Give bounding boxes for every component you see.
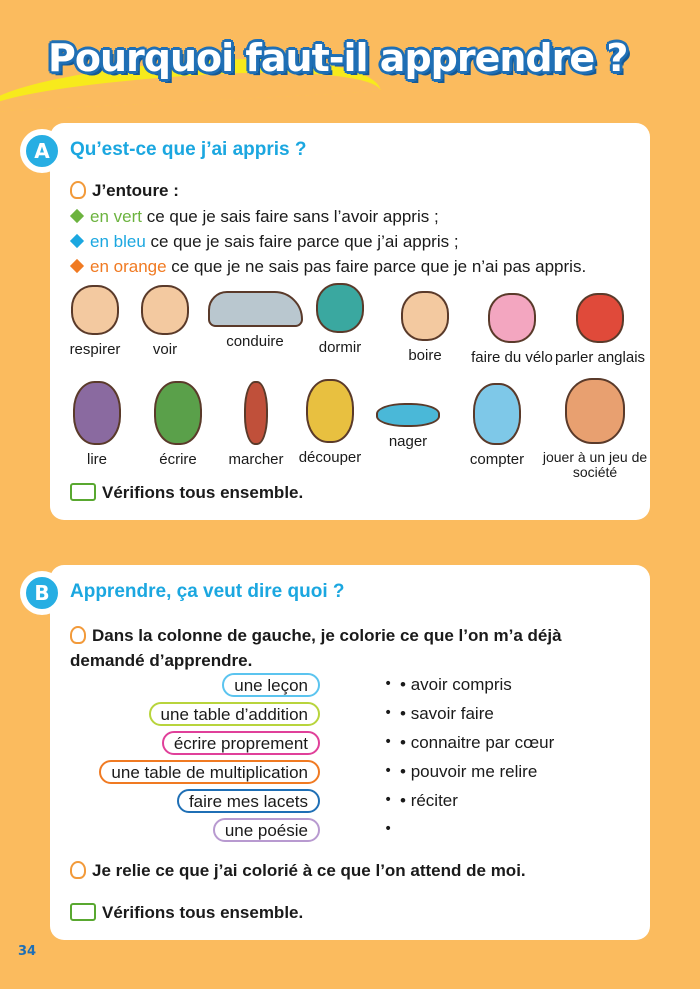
illustration	[73, 381, 121, 445]
link-dot[interactable]: •	[384, 734, 393, 750]
illustration	[401, 291, 449, 341]
right-item[interactable]: • avoir compris	[400, 675, 512, 694]
left-item[interactable]: une table de multiplication	[99, 760, 320, 784]
rule-text: ce que je ne sais pas faire parce que je n’ai pas appris.	[166, 257, 587, 276]
child-face-icon	[70, 181, 86, 199]
section-a-card	[34, 123, 650, 520]
right-item-label: avoir compris	[410, 675, 512, 694]
illustration	[244, 381, 268, 445]
illustration	[316, 283, 364, 333]
instruction: Je relie ce que j’ai colorié à ce que l’on attend de moi.	[92, 861, 526, 880]
rule-color: en orange	[90, 257, 167, 276]
rule-text: ce que je sais faire sans l’avoir appris ;	[141, 207, 439, 226]
link-dot[interactable]: •	[384, 705, 393, 721]
section-badge: B	[22, 573, 62, 613]
right-item[interactable]: • réciter	[400, 791, 458, 810]
activity-label: lire	[86, 451, 107, 468]
page-number: 34	[18, 944, 37, 959]
child-face-icon	[70, 861, 86, 879]
diamond-icon	[70, 209, 84, 223]
illustration	[565, 378, 625, 444]
right-item-label: réciter	[410, 791, 458, 810]
illustration	[488, 293, 536, 343]
activity-label: parler anglais	[554, 349, 646, 366]
left-item[interactable]: une leçon	[222, 673, 320, 697]
illustration	[141, 285, 189, 335]
activity-parler-anglais[interactable]	[545, 293, 655, 366]
rule-color: en vert	[90, 207, 142, 226]
activity-label: faire du vélo	[471, 349, 553, 366]
left-item[interactable]: une poésie	[213, 818, 320, 842]
activity-label: compter	[469, 451, 525, 468]
link-dot[interactable]: •	[384, 676, 393, 692]
section-b-card	[34, 565, 650, 940]
left-item[interactable]: faire mes lacets	[177, 789, 320, 813]
footer-text: Vérifions tous ensemble.	[102, 483, 304, 502]
right-item[interactable]: • savoir faire	[400, 704, 494, 723]
activity-label: marcher	[228, 451, 284, 468]
activity-label: conduire	[226, 333, 284, 350]
activity-label: voir	[152, 341, 178, 358]
activity-label: boire	[408, 347, 442, 364]
right-item-label: pouvoir me relire	[410, 762, 538, 781]
illustration	[376, 403, 440, 427]
activity-label: respirer	[69, 341, 121, 358]
page-title: Pourquoi faut-il apprendre ?	[48, 36, 628, 80]
activity-label: nager	[388, 433, 428, 450]
group-icon	[70, 483, 96, 501]
diamond-icon	[70, 259, 84, 273]
right-item-label: connaitre par cœur	[410, 733, 555, 752]
right-item[interactable]: • pouvoir me relire	[400, 762, 538, 781]
left-item[interactable]: écrire proprement	[162, 731, 320, 755]
illustration	[473, 383, 521, 445]
link-dot[interactable]: •	[384, 792, 393, 808]
footer-text: Vérifions tous ensemble.	[102, 903, 304, 922]
group-icon	[70, 903, 96, 921]
section-heading: Qu’est-ce que j’ai appris ?	[70, 139, 307, 160]
instruction: Dans la colonne de gauche, je colorie ce que l’on m’a déjà demandé d’apprendre.	[70, 626, 562, 670]
activity-compter[interactable]	[442, 383, 552, 468]
link-dot[interactable]: •	[384, 763, 393, 779]
left-item[interactable]: une table d’addition	[149, 702, 320, 726]
section-heading: Apprendre, ça veut dire quoi ?	[70, 581, 345, 602]
right-item[interactable]: • connaitre par cœur	[400, 733, 555, 752]
diamond-icon	[70, 234, 84, 248]
link-dot[interactable]: •	[384, 821, 393, 837]
illustration	[576, 293, 624, 343]
illustration	[306, 379, 354, 443]
activity-jeu-de-societe[interactable]	[540, 378, 650, 480]
right-item-label: savoir faire	[410, 704, 494, 723]
activity-label: dormir	[318, 339, 362, 356]
rule-color: en bleu	[90, 232, 146, 251]
child-face-icon	[70, 626, 86, 644]
illustration	[154, 381, 202, 445]
activity-label: écrire	[159, 451, 197, 468]
activity-label: jouer à un jeu de société	[542, 449, 648, 480]
instruction: J’entoure :	[92, 181, 179, 200]
rule-text: ce que je sais faire parce que j’ai appris ;	[145, 232, 459, 251]
activity-label: découper	[298, 449, 362, 466]
section-badge: A	[22, 131, 62, 171]
